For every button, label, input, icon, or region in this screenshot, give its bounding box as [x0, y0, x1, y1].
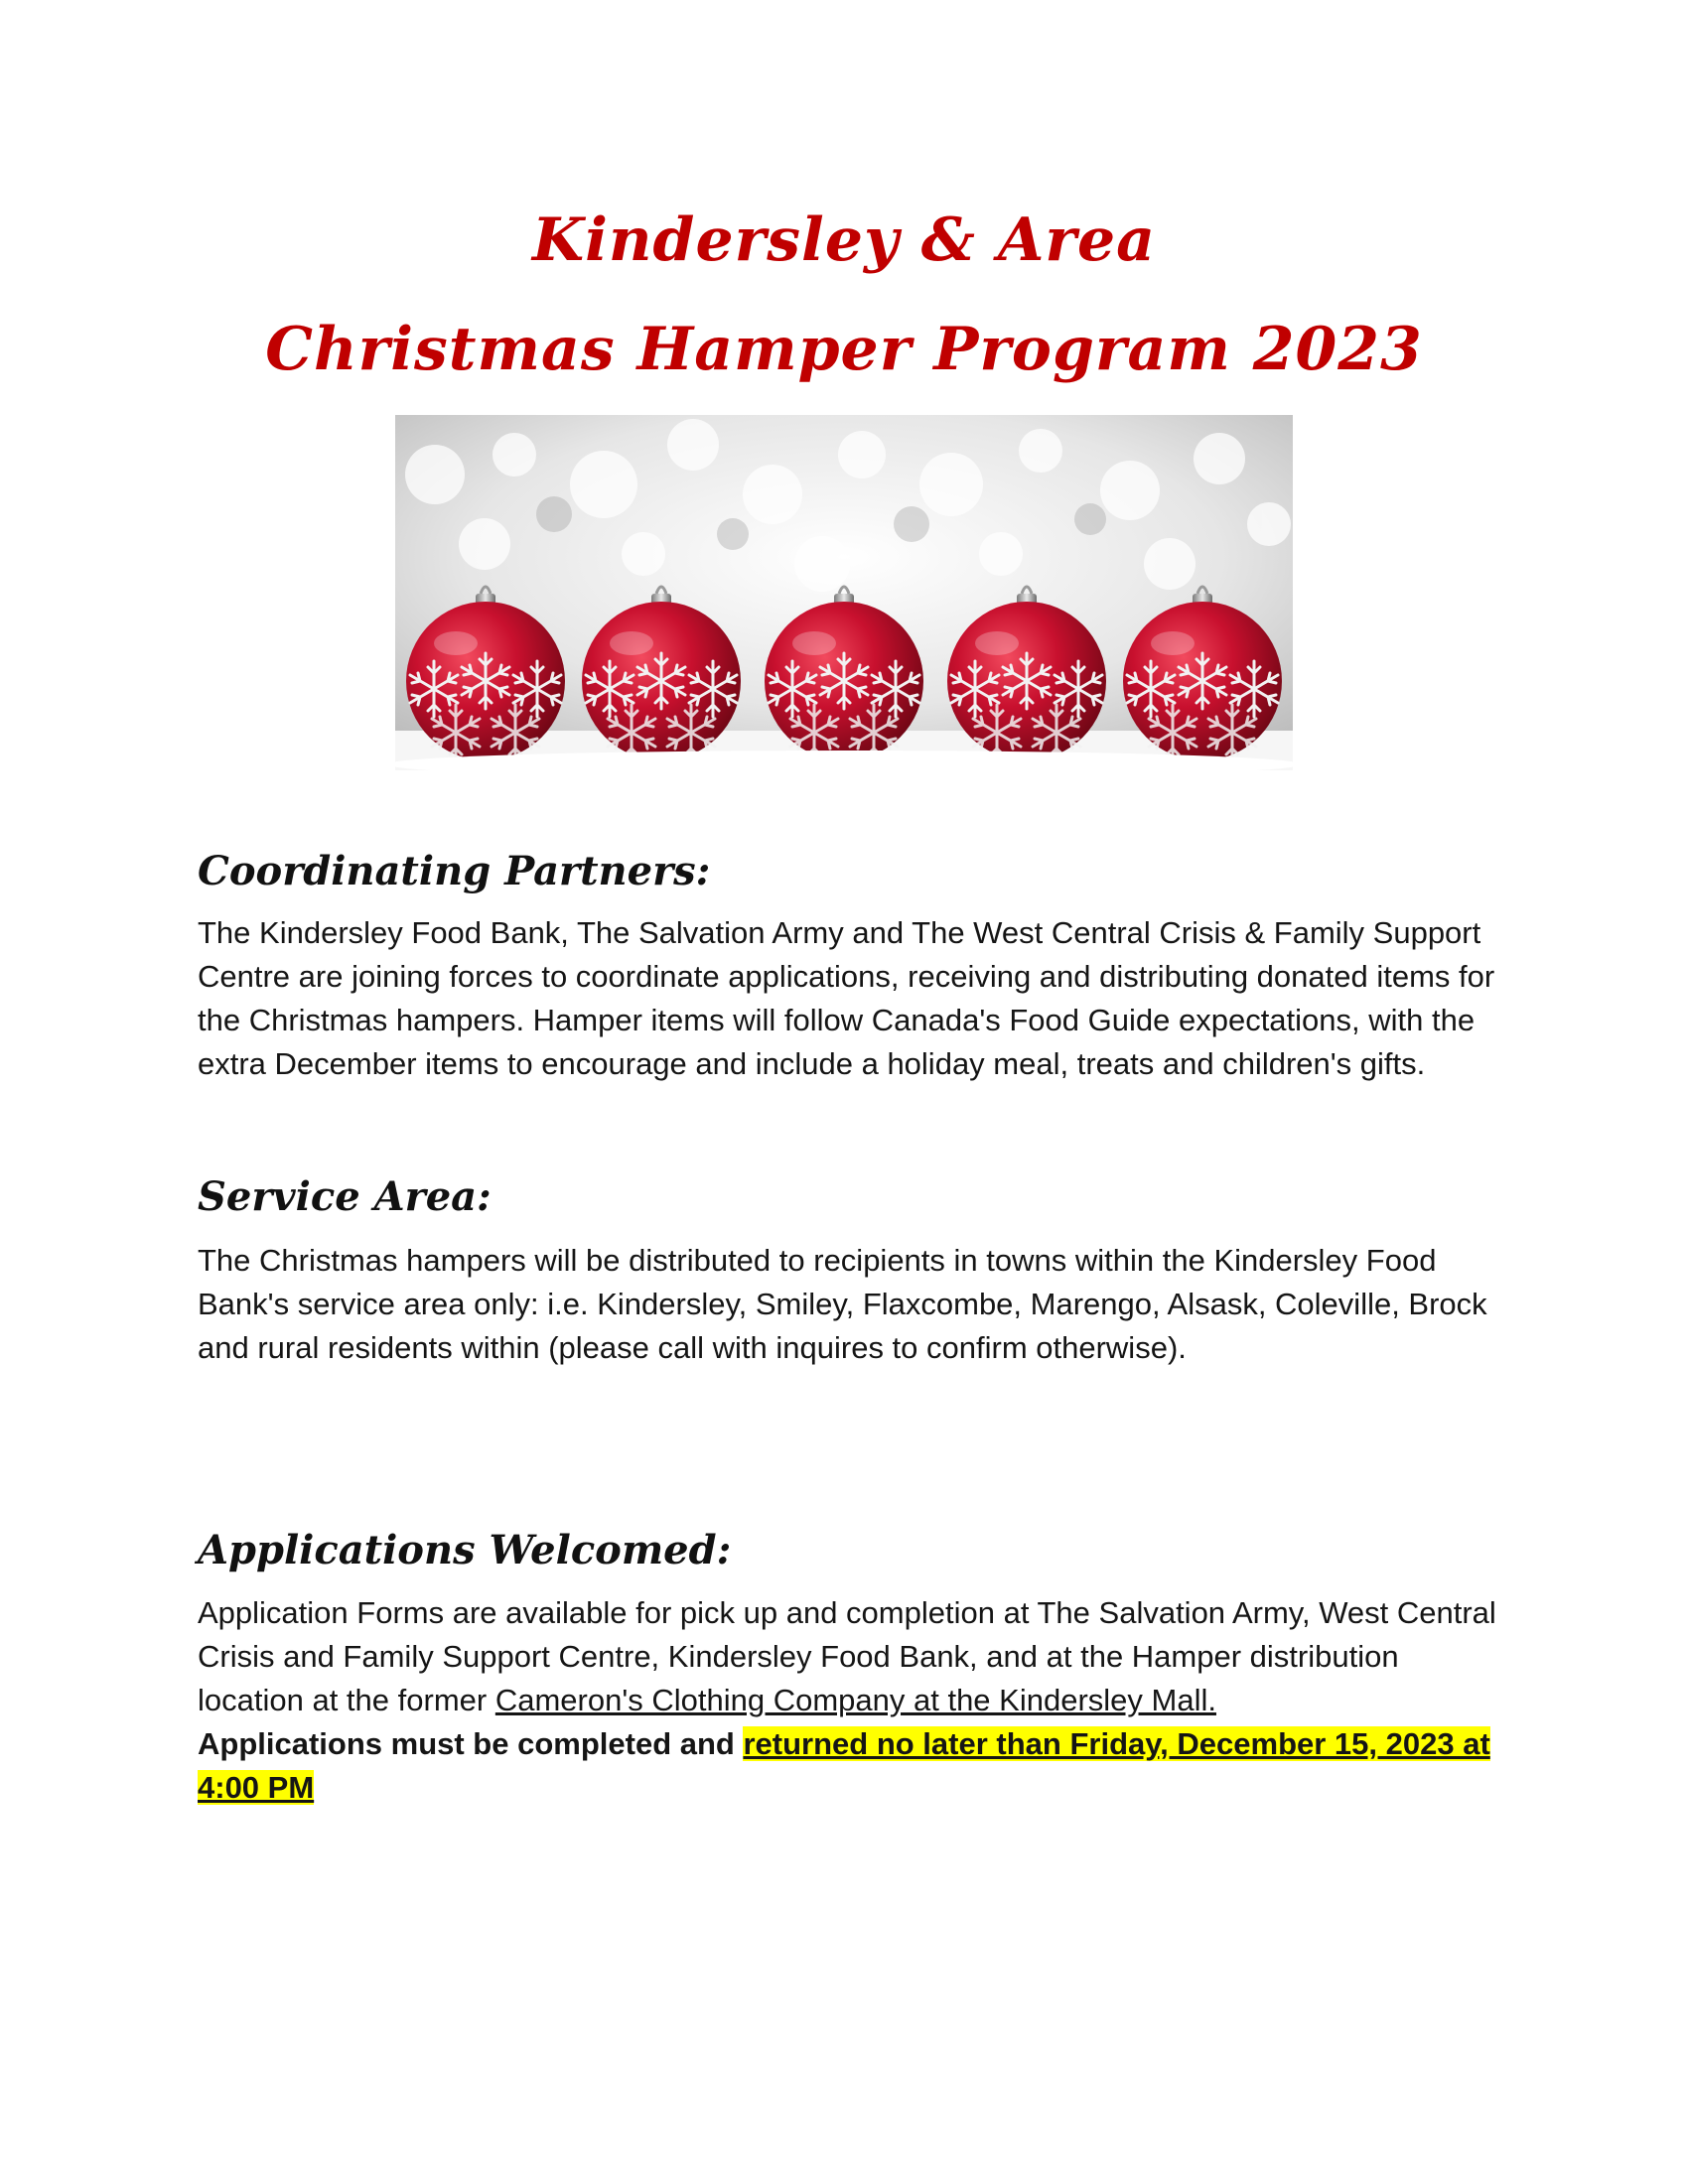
deadline-lead: Applications must be completed and [198, 1726, 744, 1761]
title-line-2: Christmas Hamper Program 2023 [265, 315, 1423, 384]
service-area-heading: Service Area: [198, 1173, 492, 1220]
applications-body [198, 1591, 1508, 1810]
applications-body-text: Application Forms are available for pick up and completion at The Salvation Army, West Central Crisis and Family Support Centre, Kindersley Food Bank, and at the Hamper distribution location at the former [198, 1595, 1496, 1717]
coordinating-partners-body: The Kindersley Food Bank, The Salvation Army and The West Central Crisis & Family Support Centre are joining forces to coordinate applications, receiving and distributing donated items for the Christmas hampers. Hamper items will follow Canada's Food Guide expectations, with the extra December items to encourage and include a holiday meal, treats and children's gifts. [198, 915, 1495, 1081]
applications-heading: Applications Welcomed: [198, 1527, 732, 1573]
service-area-body: The Christmas hampers will be distributed to recipients in towns within the Kindersley Food Bank's service area only: i.e. Kindersley, Smiley, Flaxcombe, Marengo, Alsask, Coleville, Brock and rural residents within (please call with inquires to confirm otherwise). [198, 1243, 1487, 1365]
christmas-ornaments-image [395, 415, 1293, 770]
deadline-highlight: returned no later than Friday, December 15, 2023 at 4:00 PM [198, 1726, 1490, 1805]
hamper-location-link: Cameron's Clothing Company at the Kindersley Mall. [494, 1683, 1216, 1717]
coordinating-partners-heading: Coordinating Partners: [198, 848, 711, 894]
title-line-1: Kindersley & Area [531, 205, 1157, 275]
